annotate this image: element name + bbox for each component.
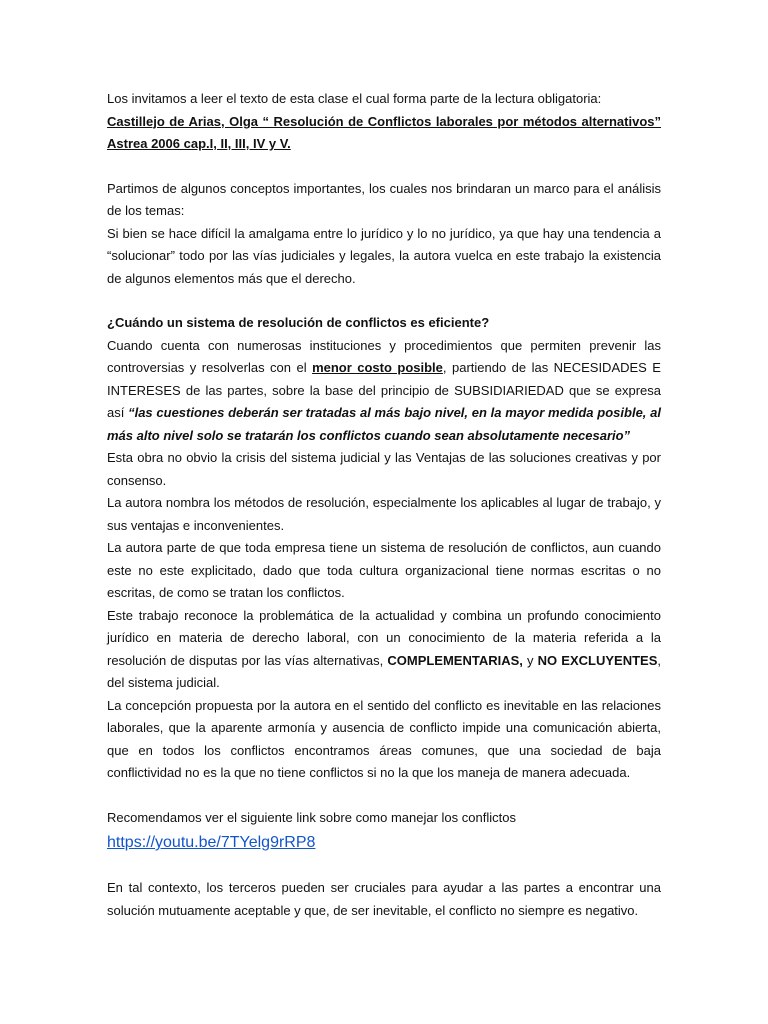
- paragraph-methods: La autora nombra los métodos de resolución, especialmente los aplicables al lugar de trabajo, y sus ventajas e inconvenientes.: [107, 495, 661, 533]
- paragraph-problematic-and: y: [522, 652, 538, 668]
- question-heading: ¿Cuándo un sistema de resolución de conflictos es eficiente?: [107, 315, 490, 330]
- youtube-link[interactable]: https://youtu.be/7TYelg9rRP8: [107, 834, 316, 851]
- subsidiarity-quote: “las cuestiones deberán ser tratadas al más bajo nivel, en la mayor medida posible, al más alto nivel solo se tratarán los conflictos cuando sean absolutamente necesario”: [107, 405, 661, 443]
- emphasis-complementary: COMPLEMENTARIAS,: [387, 652, 523, 668]
- paragraph-crisis: Esta obra no obvio la crisis del sistema judicial y las Ventajas de las soluciones creativas y por consenso.: [107, 450, 661, 488]
- document-body: [107, 88, 661, 922]
- citation: Castillejo de Arias, Olga “ Resolución de Conflictos laborales por métodos alternativos” Astrea 2006 cap.I, II, III, IV y V.: [107, 113, 661, 151]
- emphasis-lowest-cost: menor costo posible: [312, 360, 443, 375]
- paragraph-problematic: [107, 605, 661, 695]
- recommend-text: Recomendamos ver el siguiente link sobre como manejar los conflictos: [107, 809, 516, 825]
- paragraph-company-system: La autora parte de que toda empresa tiene un sistema de resolución de conflictos, aun cuando este no este explicitado, dado que toda cultura organizacional tiene normas escritas o no escritas, de como se tratan los conflictos.: [107, 540, 661, 600]
- paragraph-problematic-end: , del sistema judicial.: [107, 652, 661, 690]
- paragraph-conception: La concepción propuesta por la autora en el sentido del conflicto es inevitable en las relaciones laborales, que la aparente armonía y ausencia de conflicto impide una comunicación abierta, que en todos los conflictos encontramos áreas comunes, que una sociedad de baja conflictividad no es la que no tiene conflictos si no la que los maneja de manera adecuada.: [107, 697, 661, 780]
- intro-text: Los invitamos a leer el texto de esta clase el cual forma parte de la lectura obligatoria:: [107, 91, 602, 106]
- paragraph-concepts: Partimos de algunos conceptos importantes, los cuales nos brindaran un marco para el análisis de los temas:: [107, 180, 661, 218]
- paragraph-efficiency: [107, 335, 661, 448]
- paragraph-efficiency-text-2: , partiendo de las NECESIDADES E INTERESES de las partes, sobre la base del principio de SUBSIDIARIEDAD que se expresa así: [107, 360, 661, 420]
- paragraph-amalgam: Si bien se hace difícil la amalgama entre lo jurídico y lo no jurídico, ya que hay una tendencia a “solucionar” todo por las vías judiciales y legales, la autora vuelca en este trabajo la existencia de algunos elementos más que el derecho.: [107, 225, 661, 286]
- emphasis-not-exclusive: NO EXCLUYENTES: [537, 652, 658, 668]
- paragraph-problematic-text: Este trabajo reconoce la problemática de la actualidad y combina un profundo conocimiento jurídico en materia de derecho laboral, con un conocimiento de la materia referida a la resolución de disputas por las vías alternativas,: [107, 607, 661, 668]
- paragraph-third-parties: En tal contexto, los terceros pueden ser cruciales para ayudar a las partes a encontrar una solución mutuamente aceptable y que, de ser inevitable, el conflicto no siempre es negativo.: [107, 880, 661, 918]
- paragraph-efficiency-text: Cuando cuenta con numerosas instituciones y procedimientos que permiten prevenir las controversias y resolverlas con el: [107, 337, 661, 375]
